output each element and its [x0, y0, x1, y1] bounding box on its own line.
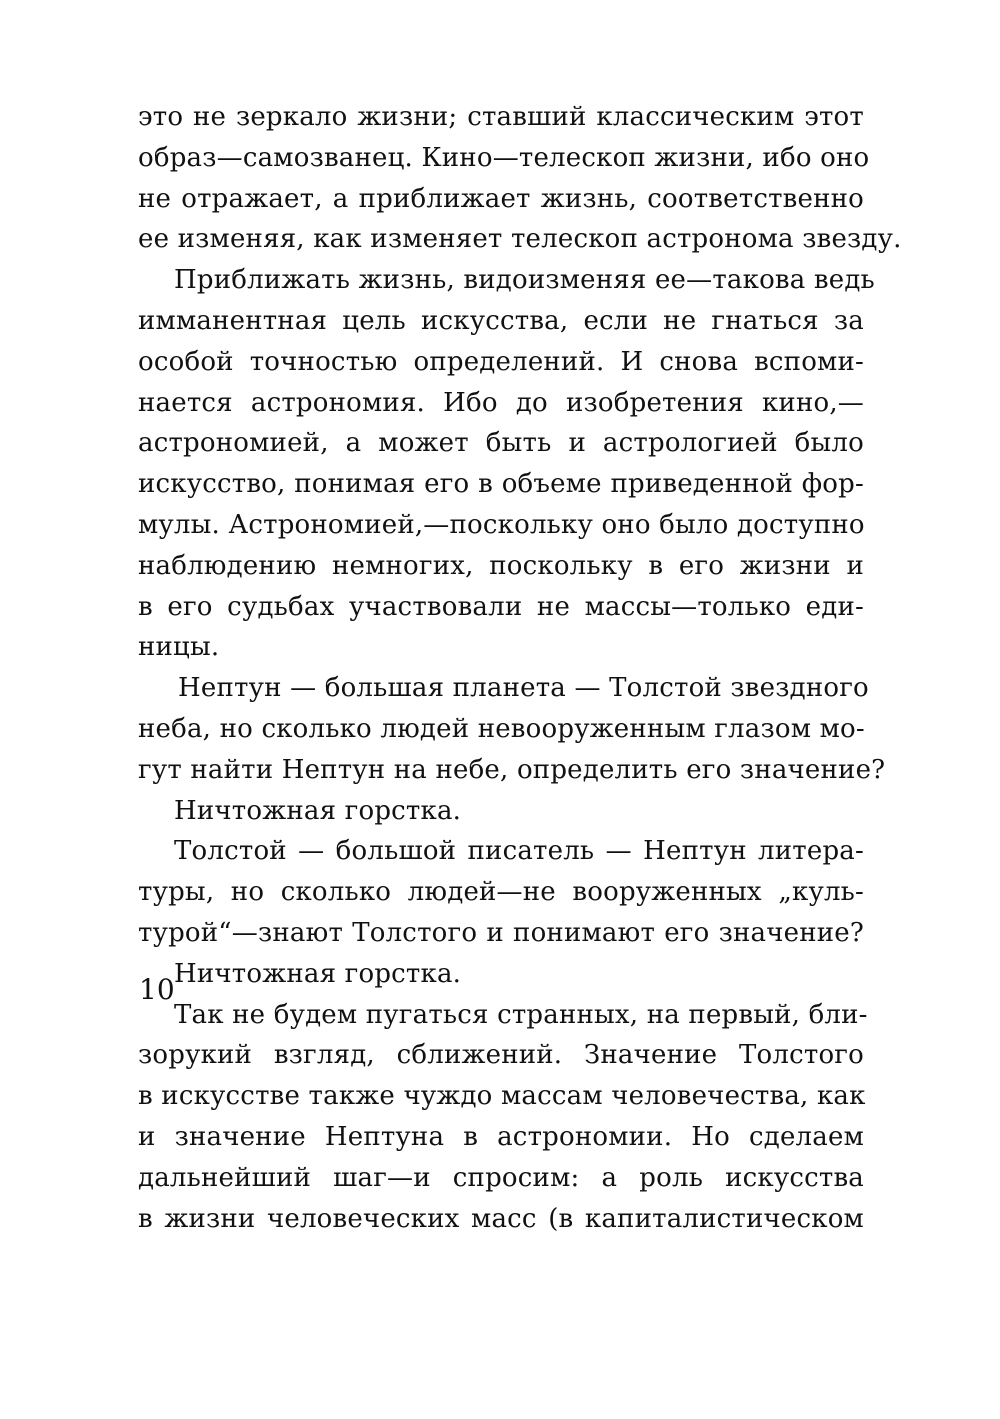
- text-line-17: гут найти Нептун на небе, определить его значение?: [138, 754, 886, 785]
- text-line-15: Нептун — большая планета — Толстой звездного: [178, 673, 869, 704]
- text-line-21: турой“—знают Толстого и понимают его значение?: [138, 917, 864, 948]
- text-line-11: мулы. Астрономией,—поскольку оно было доступно: [138, 509, 865, 540]
- text-line-10: искусство, понимая его в объеме приведенной фор-: [138, 469, 864, 500]
- text-line-4: ее изменяя, как изменяет телескоп астронома звезду.: [138, 224, 902, 255]
- text-line-13: в его судьбах участвовали не массы—только еди-: [138, 591, 864, 622]
- text-line-16: неба, но сколько людей невооруженным глазом мо-: [138, 713, 865, 744]
- text-line-20: туры, но сколько людей—не вооруженных „куль-: [138, 877, 864, 908]
- text-line-1: это не зеркало жизни; ставший классическим этот: [138, 102, 864, 132]
- text-line-26: и значение Нептуна в астрономии. Но сделаем: [138, 1121, 864, 1152]
- text-line-23: Так не будем пугаться странных, на первый, бли-: [174, 999, 868, 1030]
- text-line-25: в искусстве также чуждо массам человечества, как: [138, 1081, 866, 1112]
- text-line-22: Ничтожная горстка.: [174, 958, 462, 989]
- page-number: 10: [139, 973, 175, 1006]
- text-line-19: Толстой — большой писатель — Нептун литера-: [174, 836, 864, 867]
- text-line-3: не отражает, а приближает жизнь, соответственно: [138, 183, 864, 214]
- text-line-24: зорукий взгляд, сближений. Значение Толстого: [138, 1040, 864, 1071]
- text-line-18: Ничтожная горстка.: [174, 795, 462, 826]
- text-line-2: образ—самозванец. Кино—телескоп жизни, ибо оно: [138, 142, 870, 173]
- text-line-28: в жизни человеческих масс (в капиталистическом: [138, 1203, 864, 1234]
- text-line-5: Приближать жизнь, видоизменяя ее—такова ведь: [174, 265, 875, 296]
- text-line-14: ницы.: [138, 632, 220, 663]
- text-line-9: астрономией, а может быть и астрологией было: [138, 428, 864, 459]
- text-line-6: имманентная цель искусства, если не гнаться за: [138, 305, 864, 336]
- text-line-27: дальнейший шаг—и спросим: а роль искусства: [138, 1162, 864, 1193]
- text-line-8: нается астрономия. Ибо до изобретения кино,—: [138, 387, 864, 418]
- body-text: [138, 97, 902, 1239]
- text-line-12: наблюдению немногих, поскольку в его жизни и: [138, 550, 864, 581]
- text-line-7: особой точностью определений. И снова вспоми-: [138, 346, 864, 377]
